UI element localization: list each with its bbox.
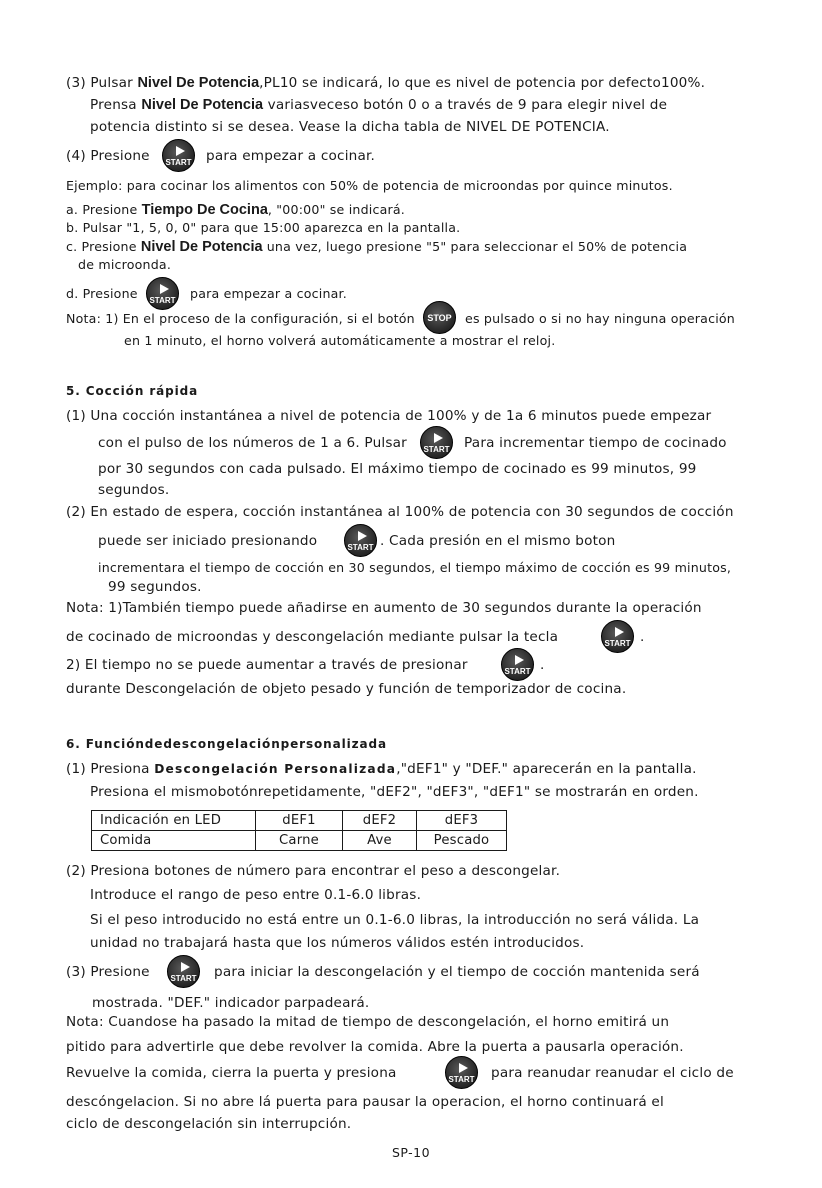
power-level-key: Nivel De Potencia [141,97,264,113]
quick-p2-line-1: (2) En estado de espera, cocción instantánea al 100% de potencia con 30 segundos de cocción [66,504,734,520]
page-number: SP-10 [391,1145,431,1160]
text: , "00:00" se indicará. [267,202,406,217]
power-step-3-line-1 [66,73,705,93]
text: variasveceso botón 0 o a través de 9 para elegir nivel de [263,97,668,113]
custom-defrost-key: Descongelación Personalizada [154,762,397,776]
defrost-p3-line-1a: (3) Presione [66,964,150,980]
defrost-p2-line-1: (2) Presiona botones de número para encontrar el peso a descongelar. [66,863,561,879]
defrost-note-5: ciclo de descongelación sin interrupción. [66,1116,352,1132]
quick-note-2-end: . [640,629,645,645]
example-step-b: b. Pulsar "1, 5, 0, 0" para que 15:00 aparezca en la pantalla. [66,220,461,235]
example-step-d-label: d. Presione [66,286,138,301]
table-row [92,811,507,831]
start-button-icon [146,277,179,310]
example-note-3: en 1 minuto, el horno volverá automáticamente a mostrar el reloj. [124,333,556,348]
start-button-icon [167,955,200,988]
example-note-2: es pulsado o si no hay ninguna operación [465,311,735,326]
text: (1) Presiona [66,761,155,777]
table-cell: Indicación en LED [92,811,256,831]
text: ,"dEF1" y "DEF." aparecerán en la pantalla. [396,761,697,777]
start-label: START [604,639,631,648]
power-step-4-label: (4) Presione [66,148,150,164]
quick-p1-line-3: por 30 segundos con cada pulsado. El máximo tiempo de cocinado es 99 minutos, 99 [98,461,697,477]
quick-p1-line-2a: con el pulso de los números de 1 a 6. Pulsar [98,435,407,451]
stop-button-icon [423,301,456,334]
table-cell: Comida [92,831,256,851]
defrost-p2-line-4: unidad no trabajará hasta que los números válidos estén introducidos. [90,935,585,951]
defrost-table [91,810,507,851]
text: c. Presione [66,239,141,254]
defrost-p2-line-3: Si el peso introducido no está entre un 0.1-6.0 libras, la introducción no será válida. La [90,912,700,928]
quick-note-3: 2) El tiempo no se puede aumentar a través de presionar [66,657,468,673]
quick-note-4: durante Descongelación de objeto pesado y función de temporizador de cocina. [66,681,627,697]
text: ,PL10 se indicará, lo que es nivel de potencia por defecto100%. [259,75,706,91]
table-cell: Ave [343,831,417,851]
example-step-c-cont: de microonda. [78,257,172,272]
quick-note-1: Nota: 1)También tiempo puede añadirse en aumento de 30 segundos durante la operación [66,600,702,616]
table-cell: Pescado [417,831,507,851]
example-step-c [66,237,687,257]
table-cell: dEF3 [417,811,507,831]
quick-p2-line-2a: puede ser iniciado presionando [98,533,318,549]
quick-p2-line-2b: . Cada presión en el mismo boton [380,533,616,549]
section-6-heading: 6. Funcióndedescongelaciónpersonalizada [66,737,388,751]
table-row [92,831,507,851]
power-step-3-line-3: potencia distinto si se desea. Vease la dicha tabla de NIVEL DE POTENCIA. [90,119,610,135]
example-intro: Ejemplo: para cocinar los alimentos con 50% de potencia de microondas por quince minutos. [66,178,673,193]
example-note-1: Nota: 1) En el proceso de la configuración, si el botón [66,311,415,326]
defrost-p3-line-1b: para iniciar la descongelación y el tiempo de cocción mantenida será [214,964,700,980]
text: a. Presione [66,202,142,217]
start-button-icon [601,620,634,653]
quick-note-2: de cocinado de microondas y descongelación mediante pulsar la tecla [66,629,559,645]
start-button-icon [162,139,195,172]
start-button-icon [420,426,453,459]
start-label: START [504,667,531,676]
defrost-p3-line-2: mostrada. "DEF." indicador parpadeará. [92,995,370,1011]
stop-label: STOP [427,313,452,323]
start-button-icon [501,648,534,681]
text: (3) Pulsar [66,75,138,91]
text: Prensa [90,97,142,113]
defrost-note-4: descóngelacion. Si no abre lá puerta para pausar la operacion, el horno continuará el [66,1094,664,1110]
start-label: START [448,1075,475,1084]
cook-time-key: Tiempo De Cocina [141,202,268,218]
example-step-a [66,200,405,220]
start-label: START [170,974,197,983]
quick-p2-line-4: 99 segundos. [108,579,202,595]
quick-p1-line-1: (1) Una cocción instantánea a nivel de potencia de 100% y de 1a 6 minutos puede empezar [66,408,712,424]
quick-p1-line-2b: Para incrementar tiempo de cocinado [464,435,727,451]
defrost-note-1: Nota: Cuandose ha pasado la mitad de tiempo de descongelación, el horno emitirá un [66,1014,670,1030]
defrost-p1-line-1 [66,759,697,779]
start-label: START [347,543,374,552]
defrost-p1-line-2: Presiona el mismobotónrepetidamente, "dEF2", "dEF3", "dEF1" se mostrarán en orden. [90,784,699,800]
defrost-p2-line-2: Introduce el rango de peso entre 0.1-6.0 libras. [90,887,422,903]
table-cell: dEF2 [343,811,417,831]
power-step-4-text: para empezar a cocinar. [206,148,376,164]
defrost-note-3a: Revuelve la comida, cierra la puerta y presiona [66,1065,397,1081]
quick-p2-line-3: incrementara el tiempo de cocción en 30 segundos, el tiempo máximo de cocción es 99 minutos, [98,560,732,575]
defrost-note-3b: para reanudar reanudar el ciclo de [491,1065,734,1081]
section-5-heading: 5. Cocción rápida [66,384,199,398]
start-label: START [423,445,450,454]
table-cell: Carne [256,831,343,851]
defrost-note-2: pitido para advertirle que debe revolver la comida. Abre la puerta a pausarla operación. [66,1039,684,1055]
start-button-icon [445,1056,478,1089]
power-step-3-line-2 [90,95,667,115]
text: una vez, luego presione "5" para seleccionar el 50% de potencia [262,239,688,254]
table-cell: dEF1 [256,811,343,831]
quick-p1-line-4: segundos. [98,482,170,498]
quick-note-3-end: . [540,657,545,673]
start-button-icon [344,524,377,557]
start-label: START [149,296,176,305]
example-step-d-text: para empezar a cocinar. [190,286,347,301]
power-level-key: Nivel De Potencia [137,75,260,91]
start-label: START [165,158,192,167]
power-level-key: Nivel De Potencia [140,239,263,255]
